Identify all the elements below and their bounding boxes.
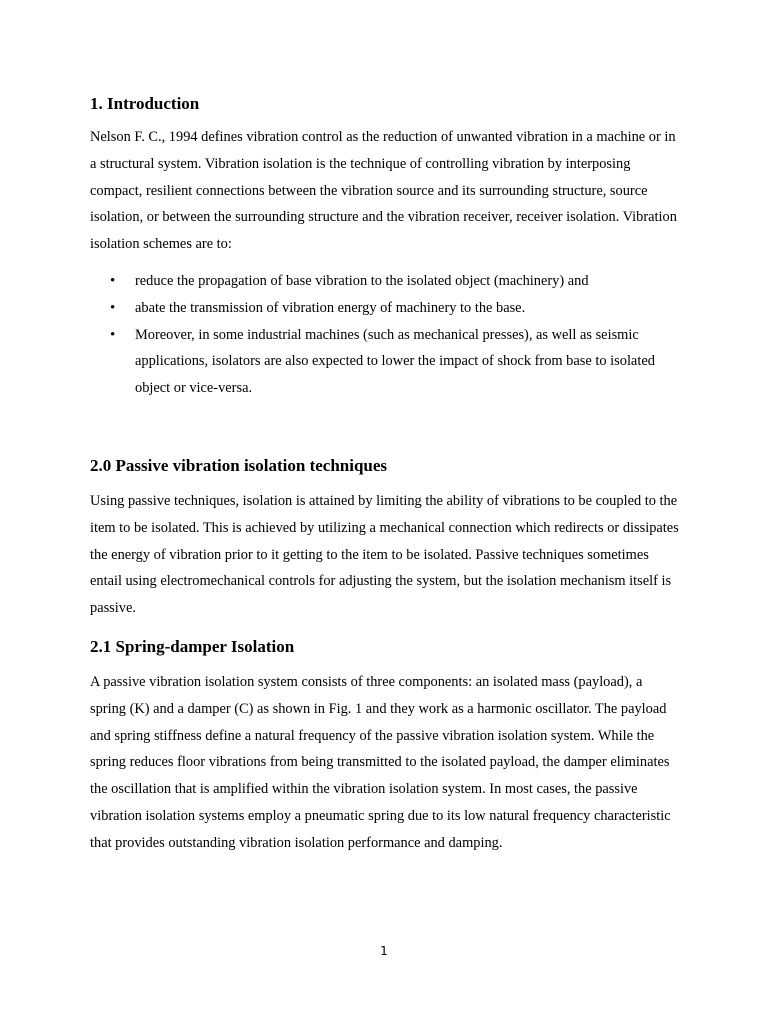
bullet-icon: • xyxy=(110,326,116,343)
bullet-icon: • xyxy=(110,272,116,289)
list-item-text: Moreover, in some industrial machines (such as mechanical presses), as well as seismic applications, isolators are also expected to lower the impact of shock from base to isolated object or vice-versa. xyxy=(135,326,655,397)
list-item-text: abate the transmission of vibration energy of machinery to the base. xyxy=(135,299,526,316)
document-body xyxy=(90,92,680,857)
list-item xyxy=(90,295,680,322)
page-number: 1 xyxy=(380,944,388,958)
intro-paragraph: Nelson F. C., 1994 defines vibration control as the reduction of unwanted vibration in a machine or in a structural system. Vibration isolation is the technique of controlling vibration by interposing compact, resilient connections between the vibration source and its surrounding structure, source isolation, or between the surrounding structure and the vibration receiver, receiver isolation. Vibration isolation schemes are to: xyxy=(90,129,677,253)
section-heading-introduction: 1. Introduction xyxy=(90,94,200,113)
list-item-text: reduce the propagation of base vibration to the isolated object (machinery) and xyxy=(135,272,589,289)
section-heading-spring-damper: 2.1 Spring-damper Isolation xyxy=(90,636,295,656)
spring-damper-paragraph: A passive vibration isolation system consists of three components: an isolated mass (payload), a spring (K) and a damper (C) as shown in Fig. 1 and they work as a harmonic oscillator. The payload and spring stiffness define a natural frequency of the passive vibration isolation system. While the spring reduces floor vibrations from being transmitted to the isolated payload, the damper eliminates the oscillation that is amplified within the vibration isolation system. In most cases, the passive vibration isolation systems employ a pneumatic spring due to its low natural frequency characteristic that provides outstanding vibration isolation performance and damping. xyxy=(90,673,671,851)
list-item xyxy=(90,268,680,295)
section-heading-passive-techniques: 2.0 Passive vibration isolation techniques xyxy=(90,455,388,475)
passive-paragraph: Using passive techniques, isolation is attained by limiting the ability of vibrations to be coupled to the item to be isolated. This is achieved by utilizing a mechanical connection which redirects or dissipates the energy of vibration prior to it getting to the item to be isolated. Passive techniques sometimes entail using electromechanical controls for adjusting the system, but the isolation mechanism itself is passive. xyxy=(90,492,679,617)
bullet-icon: • xyxy=(110,299,116,316)
isolation-schemes-list xyxy=(90,268,680,402)
list-item xyxy=(90,322,680,402)
